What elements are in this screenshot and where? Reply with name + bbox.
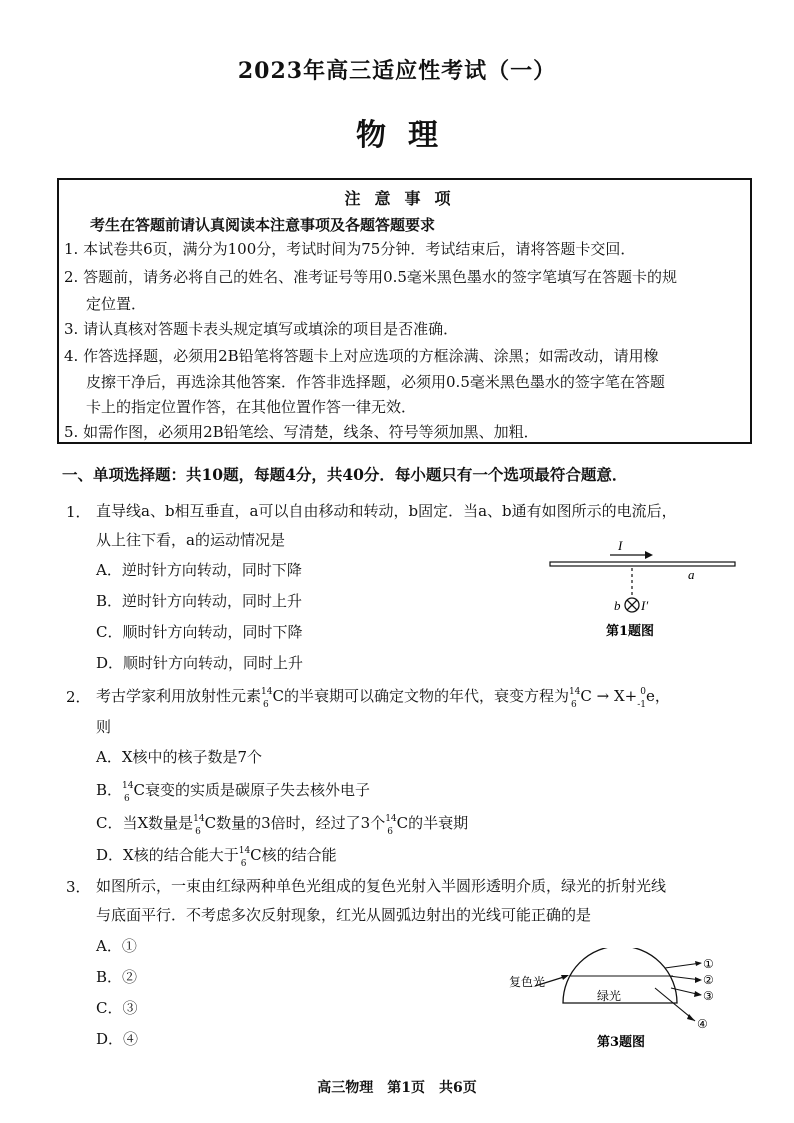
q3-number: 3．	[66, 878, 91, 896]
q2-stem-part-c: C → X+	[580, 687, 638, 705]
notice-item-1: 1. 本试卷共6页，满分为100分，考试时间为75分钟．考试结束后，请将答题卡交回．	[64, 240, 636, 258]
green-label: 绿光	[597, 989, 622, 1003]
q1-option-b[interactable]: B．逆时针方向转动，同时上升	[96, 592, 303, 610]
q3-stem-line1: 如图所示，一束由红绿两种单色光组成的复色光射入半圆形透明介质，绿光的折射光线	[96, 877, 667, 895]
q2-option-d[interactable]: D．X核的结合能大于 14 6 C核的结合能	[96, 846, 337, 869]
q1-stem-line2: 从上往下看，a的运动情况是	[96, 531, 285, 549]
page-footer: 高三物理 第1页 共6页	[317, 1080, 477, 1096]
notice-item-4-cont2: 卡上的指定位置作答，在其他位置作答一律无效．	[86, 398, 417, 416]
q1-option-a[interactable]: A．逆时针方向转动，同时下降	[96, 561, 302, 579]
q2-stem-line2: 则	[96, 718, 112, 736]
label-i: I	[618, 538, 623, 553]
incident-label: 复色光	[509, 975, 546, 989]
q2-option-a[interactable]: A．X核中的核子数是7个	[96, 748, 263, 766]
ray-4-label: ④	[697, 1017, 708, 1031]
q1-number: 1．	[66, 503, 91, 521]
q1-stem-line1: 直导线a、b相互垂直，a可以自由移动和转动，b固定．当a、b通有如图所示的电流后，	[96, 502, 677, 520]
notice-heading: 注意事项	[344, 189, 465, 208]
label-a: a	[688, 567, 695, 582]
q1-option-d[interactable]: D．顺时针方向转动，同时上升	[96, 654, 304, 672]
q1-option-c[interactable]: C．顺时针方向转动，同时下降	[96, 623, 303, 641]
notice-intro: 考生在答题前请认真阅读本注意事项及各题答题要求	[90, 216, 436, 234]
ray-2-label: ②	[703, 973, 714, 987]
current-arrow-head	[645, 551, 653, 559]
q1-figure	[540, 535, 740, 645]
q2-option-c[interactable]: C．当X数量是 14 6 C数量的3倍时，经过了3个 14 6 C的半衰期	[96, 814, 469, 837]
nuclide-electron: 0 -1	[637, 687, 647, 710]
nuclide-c14-eq: 14 6	[568, 687, 581, 710]
notice-item-2: 2. 答题前，请务必将自己的姓名、准考证号等用0.5毫米黑色墨水的签字笔填写在答题卡的规	[64, 268, 677, 286]
q3-stem-line2: 与底面平行．不考虑多次反射现象，红光从圆弧边射出的光线可能正确的是	[96, 906, 592, 924]
q3-option-a[interactable]: A．①	[96, 937, 137, 955]
q2-stem-part-d: e，	[646, 687, 670, 705]
notice-item-2-cont: 定位置．	[86, 295, 147, 313]
q2-stem-line1	[96, 686, 670, 709]
section-heading: 一、单项选择题：共10题，每题4分，共40分．每小题只有一个选项最符合题意．	[62, 465, 628, 484]
notice-item-5: 5. 如需作图，必须用2B铅笔绘、写清楚，线条、符号等须加黑、加粗．	[64, 423, 539, 441]
subject-title: 物理	[356, 118, 460, 153]
q2-stem-part-a: 考古学家利用放射性元素	[96, 687, 262, 705]
q3-option-b[interactable]: B．②	[96, 968, 138, 986]
q3-caption: 第3题图	[597, 1035, 646, 1050]
wire-a	[550, 562, 735, 566]
q3-option-d[interactable]: D．④	[96, 1030, 139, 1048]
notice-item-4: 4. 作答选择题，必须用2B铅笔将答题卡上对应选项的方框涂满、涂黑；如需改动，请用橡	[64, 347, 659, 365]
q3-option-c[interactable]: C．③	[96, 999, 138, 1017]
label-b: b	[614, 598, 621, 613]
nuclide-c14: 14 6	[261, 687, 273, 710]
ray-3-label: ③	[703, 989, 714, 1003]
q2-number: 2．	[66, 688, 91, 706]
q2-option-b[interactable]: B． 14 6 C衰变的实质是碳原子失去核外电子	[96, 781, 370, 804]
q2-stem-part-b: C的半衰期可以确定文物的年代，衰变方程为	[272, 687, 569, 705]
exam-title: 2023年高三适应性考试（一）	[237, 58, 557, 84]
q3-figure	[505, 948, 725, 1053]
label-i-prime: I′	[641, 598, 649, 613]
q1-caption: 第1题图	[606, 624, 655, 639]
notice-item-4-cont1: 皮擦干净后，再选涂其他答案．作答非选择题，必须用0.5毫米黑色墨水的签字笔在答题	[86, 373, 665, 391]
notice-item-3: 3. 请认真核对答题卡表头规定填写或填涂的项目是否准确．	[64, 320, 459, 338]
ray-1-label: ①	[703, 957, 714, 971]
